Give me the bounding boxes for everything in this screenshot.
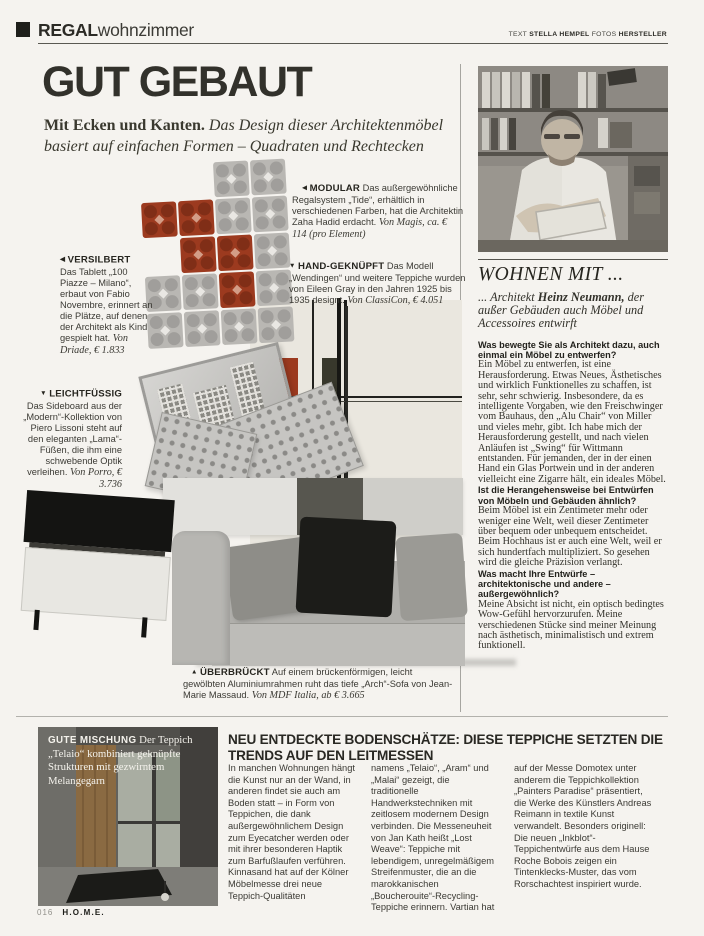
section-divider-rule <box>16 716 668 717</box>
callout-text: Auf einem brückenförmigen, leicht gewölbten Aluminiumrahmen ruht das tiefe „Arch“-Sofa von Jean-Marie Massaud. <box>183 667 453 700</box>
sofa-pillow-black <box>296 517 397 618</box>
section-marker-square <box>16 22 30 37</box>
tide-shelf-image <box>137 156 307 361</box>
sofa-front <box>212 623 465 666</box>
callout-text: Das Modell „Wendingen“ und weitere Teppiche wurden von Eileen Gray in den Jahren 1925 bis 1935 designt. <box>289 261 466 305</box>
interview-qa <box>478 340 668 652</box>
kicker-light: wohnzimmer <box>97 20 194 40</box>
question: Was bewegte Sie als Architekt dazu, auch einmal ein Möbel zu entwerfen? <box>478 339 660 361</box>
callout-leichtfuessig <box>18 389 122 491</box>
intro-rest: der außer Gebäuden auch Möbel und Accessoires entwirft <box>478 290 645 331</box>
callout-credit: Von Magis, ca. € 114 (pro Element) <box>292 216 448 240</box>
callout-label: HAND-GEKNÜPFT <box>298 261 385 272</box>
sideboard-body <box>21 547 171 621</box>
credit-label-fotos: FOTOS <box>589 31 619 38</box>
bottom-column-3: auf der Messe Domotex unter anderem die Teppichkollektion „Painters Paradise“ präsentiert, die Werke des Künstlers Andreas Reimann in textile Kunst verwandelt. Besonders originell: Die neuen „Inkblot“-Teppichentwürfe aus dem Hause Roche Bobois zeigen ein Tintenklecks-Muster, das vom Rorschachtest inspiriert wurde. <box>514 763 652 889</box>
callout-ueberbrueckt <box>183 667 457 702</box>
callout-handgeknuepft <box>289 261 470 307</box>
page-footer <box>37 908 105 917</box>
credit-label-text: TEXT <box>508 31 530 38</box>
intro-architect-name: Heinz Neumann, <box>537 290 625 304</box>
callout-modular <box>292 183 464 241</box>
callout-text: Das Sideboard aus der „Modern“-Kollektion von Piero Lissoni steht auf den eleganten „Lama“-Füßen, die ihm eine schwebende Optik verleihen. <box>23 401 122 477</box>
answer: Ein Möbel zu entwerfen, ist eine Herausforderung. Etwas Neues, Ästhetisches und wirklich Funktionelles zu schaffen, ist sehr, sehr schwierig. Insbesondere, da es intelligente Vorgaben, wie den Freischwinger vom Bauhaus, den „Alu Chair“ von Miller und vieles mehr, gibt. Ich habe mich der Herausforderung gestellt, und nach vielen Anläufen ist „Swing“ für Wittmann entstanden. Für jemanden, der in der einen Hand ein Glas Portwein und in der anderen vielleicht eine Zigarre hält, ein ideales Möbel. <box>478 359 666 485</box>
callout-credit: Von Driade, € 1.833 <box>60 332 128 356</box>
callout-credit: Von Porro, € 3.736 <box>70 466 122 490</box>
callout-label: ÜBERBRÜCKT <box>200 667 270 678</box>
byline-credits <box>509 31 667 38</box>
interview-intro <box>478 291 668 331</box>
caption-text: Der Teppich „Telaio“ kombiniert geknüpfte Strukturen mit gezwirntem Melangegarn <box>48 734 193 787</box>
intro-prefix: ... Architekt <box>478 290 538 304</box>
triangle-left-icon: ◀ <box>60 256 65 263</box>
interview-rule <box>478 259 668 260</box>
question: Was macht Ihre Entwürfe – architektonische und andere – außergewöhnlich? <box>478 568 611 600</box>
bottom-column-1: In manchen Wohnungen hängt die Kunst nur an der Wand, in anderen findet sie auch am Boden statt – in Form von Teppichen, die dank außergewöhnlichem Design zum Eyecatcher werden oder mit ihrer besonderen Haptik zum Barfußlaufen verführen. Kinnasand hat auf der Kölner Möbelmesse drei neue Teppich-Qualitäten <box>228 763 355 901</box>
page-number: 016 <box>37 908 54 917</box>
callout-label: MODULAR <box>309 183 361 194</box>
answer: Meine Absicht ist nicht, ein optisch bedingtes Wow-Gefühl hervorzurufen. Meine verschiedenen Stücke sind meiner Meinung nach ästhetisch, minimalistisch und extrem funktionell. <box>478 598 664 652</box>
callout-credit: Von MDF Italia, ab € 3.665 <box>251 689 365 701</box>
interview-column <box>478 66 668 652</box>
header-rule <box>38 43 668 44</box>
triangle-down-icon: ▼ <box>289 262 296 270</box>
standfirst-rest: Das Design dieser Architektenmöbel basiert auf einfachen Formen – Quadraten und Rechtecken <box>44 117 444 156</box>
kicker-bold: REGAL <box>38 20 98 40</box>
magazine-name: H.O.M.E. <box>62 908 105 917</box>
callout-versilbert <box>60 255 158 357</box>
triangle-left-icon: ◀ <box>302 184 307 192</box>
architect-portrait-photo <box>478 66 668 252</box>
question: Ist die Herangehensweise bei Entwürfen von Möbeln und Gebäuden ähnlich? <box>478 485 654 506</box>
modern-sideboard-image <box>17 490 177 642</box>
callout-text: Das außergewöhnliche Regalsystem „Tide“, erhältlich in verschiedenen Farben, hat die Architektin Zaha Hadid erdacht. <box>292 183 464 227</box>
credit-author: STELLA HEMPEL <box>529 31 590 38</box>
bottom-column-2: namens „Telaio“, „Aram“ und „Malai“ gezeigt, die traditionelle Handwerkstechniken mit zeitlosem modernem Design verbinden. Die Messeneuheit von Jan Kath heißt „Lost Weave“: Teppiche mit lebendigem, unregelmäßigem Streifenmuster, die an die marokkanischen „Boucherouite“-Recycling-Teppiche erinnern. Vartian hat <box>371 763 495 913</box>
callout-text: Das Tablett „100 Piazze – Milano“, erbaut von Fabio Novembre, erinnert an die Plätze, auf denen der Architekt als Kind gespielt hat. <box>60 267 153 343</box>
sideboard-leg <box>141 617 147 637</box>
callout-credit: Von ClassiCon, € 4.051 <box>347 294 444 306</box>
telaio-photo <box>38 727 218 906</box>
sofa-armrest <box>172 531 230 665</box>
answer: Beim Möbel ist ein Zentimeter mehr oder weniger eine Welt, weil dieser Zentimeter über bequem oder unbequem entscheidet. Beim Hochhaus ist er auch eine Welt, weil er sich hundertfach multipliziert. So gesehen wird die gleiche Präzision verlangt. <box>478 505 662 569</box>
credit-photographer: HERSTELLER <box>618 31 667 38</box>
page-title: GUT GEBAUT <box>42 58 312 106</box>
triangle-down-icon: ▼ <box>40 390 47 397</box>
caption-label: GUTE MISCHUNG <box>48 735 137 746</box>
standfirst-lead: Mit Ecken und Kanten. <box>44 117 205 134</box>
section-kicker <box>38 20 194 41</box>
callout-label: VERSILBERT <box>67 254 131 266</box>
sofa-pillow <box>395 533 468 621</box>
interview-heading: WOHNEN MIT ... <box>478 264 624 285</box>
callout-label: LEICHTFÜSSIG <box>49 388 122 400</box>
triangle-up-icon: ▲ <box>191 668 198 676</box>
arch-sofa-image <box>172 505 465 667</box>
photo-caption-overlay <box>48 734 210 788</box>
bottom-headline: NEU ENTDECKTE BODENSCHÄTZE: DIESE TEPPICHE SETZTEN DIE TRENDS AUF DEN LEITMESSEN <box>228 732 663 763</box>
sideboard-leg <box>33 610 39 630</box>
